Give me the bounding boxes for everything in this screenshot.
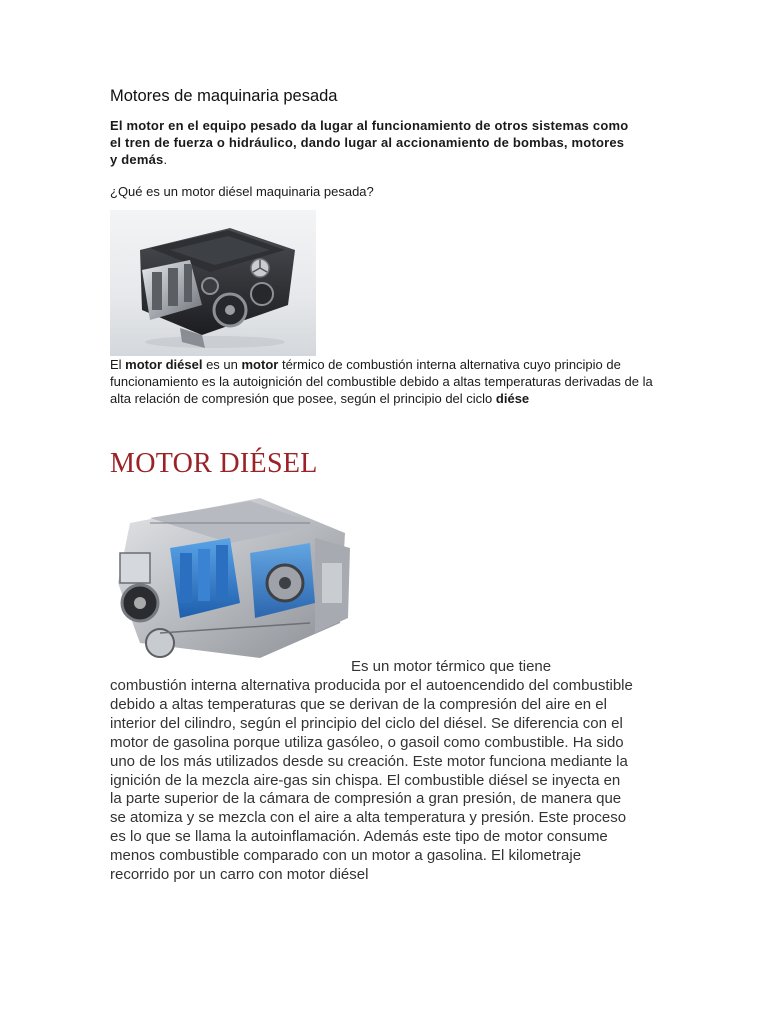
para1-text-3: térmico de combustión interna alternativa cuyo principio de funcionamiento es la autoignición del combustible debido a altas temperaturas derivadas de la alta relación de compresión que posee, según el principio del ciclo: [110, 357, 653, 406]
para1-bold-3: diése: [495, 391, 530, 406]
intro-period: .: [163, 152, 168, 167]
engine-cutaway-photo: [110, 493, 355, 668]
engine-photo: [110, 210, 316, 356]
cutaway-engine-illustration: [110, 493, 355, 668]
motor-diesel-heading: MOTOR DIÉSEL: [110, 448, 318, 479]
section-title: Motores de maquinaria pesada: [110, 87, 338, 105]
para1-text-1: El: [110, 357, 126, 372]
diesel-definition-paragraph: [110, 356, 655, 407]
intro-paragraph: [110, 117, 630, 168]
para1-bold-1: motor diésel: [125, 357, 203, 372]
para1-text-2: es un: [202, 357, 242, 372]
engine-illustration: [110, 210, 316, 356]
intro-bold-text: El motor en el equipo pesado da lugar al funcionamiento de otros sistemas como el tren de fuerza o hidráulico, dando lugar al accionamiento de bombas, motores y demás: [110, 118, 629, 167]
diesel-description-paragraph: combustión interna alternativa producida por el autoencendido del combustible debido a altas temperaturas que se derivan de la compresión del aire en el interior del cilindro, según el principio del ciclo del diésel. Se diferencia con el motor de gasolina porque utiliza gasóleo, o gasoil como combustible. Ha sido uno de los más utilizados desde su creación. Este motor funciona mediante la ignición de la mezcla aire-gas sin chispa. El combustible diésel se inyecta en la parte superior de la cámara de compresión a gran presión, de manera que se atomiza y se mezcla con el aire a alta temperatura y presión. Este proceso es lo que se llama la autoinflamación. Además este tipo de motor consume menos combustible comparado con un motor a gasolina. El kilometraje recorrido por un carro con motor diésel: [110, 677, 633, 884]
para2-first-line: Es un motor térmico que tiene: [351, 658, 552, 675]
para1-bold-2: motor: [241, 357, 279, 372]
question-text: ¿Qué es un motor diésel maquinaria pesada?: [110, 184, 374, 199]
